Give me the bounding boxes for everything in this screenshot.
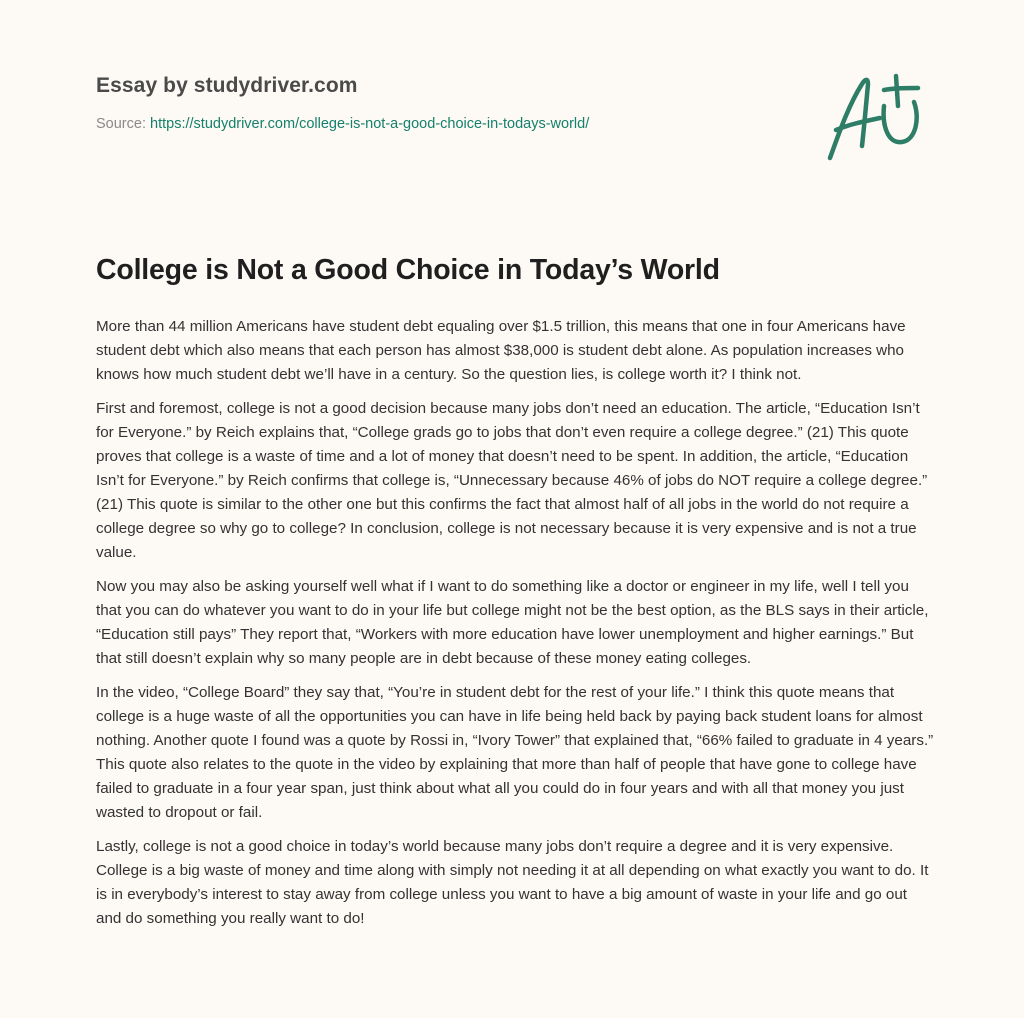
a-plus-logo-icon (818, 66, 928, 166)
header-title: Essay by studydriver.com (96, 74, 358, 97)
source-label: Source: (96, 116, 146, 132)
essay-header (96, 74, 796, 132)
essay-paragraph: In the video, “College Board” they say that, “You’re in student debt for the rest of your life.” I think this quote means that college is a huge waste of all the opportunities you can have in life being held back by paying back student loans for almost nothing. Another quote I found was a quote by Rossi in, “Ivory Tower” that explained that, “66% failed to graduate in 4 years.” This quote also relates to the quote in the video by explaining that more than half of people that have gone to college have failed to graduate in a four year span, just think about what all you could do in four years and with all that money you just wasted to dropout or fail. (96, 684, 934, 821)
essay-title: College is Not a Good Choice in Today’s World (96, 254, 720, 286)
essay-paragraph: More than 44 million Americans have student debt equaling over $1.5 trillion, this means that one in four Americans have student debt which also means that each person has almost $38,000 is student debt alone. As population increases who knows how much student debt we’ll have in a century. So the question lies, is college worth it? I think not. (96, 318, 906, 383)
source-line (96, 116, 796, 132)
essay-paragraph: Lastly, college is not a good choice in today’s world because many jobs don’t require a degree and it is very expensive. College is a big waste of money and time along with simply not needing it at all depending on what exactly you want to do. It is in everybody’s interest to stay away from college unless you want to have a big amount of waste in your life and go out and do something you really want to do! (96, 838, 929, 927)
essay-paragraph: Now you may also be asking yourself well what if I want to do something like a doctor or engineer in my life, well I tell you that you can do whatever you want to do in your life but college might not be the best option, as the BLS says in their article, “Education still pays” They report that, “Workers with more education have lower unemployment and higher earnings.” But that still doesn’t explain why so many people are in debt because of these money eating colleges. (96, 578, 929, 667)
source-link[interactable]: https://studydriver.com/college-is-not-a-good-choice-in-todays-world/ (150, 116, 590, 132)
essay-paragraph: First and foremost, college is not a good decision because many jobs don’t need an education. The article, “Education Isn’t for Everyone.” by Reich explains that, “College grads go to jobs that don’t even require a college degree.” (21) This quote proves that college is a waste of time and a lot of money that doesn’t need to be spent. In addition, the article, “Education Isn’t for Everyone.” by Reich confirms that college is, “Unnecessary because 46% of jobs do NOT require a college degree.” (21) This quote is similar to the other one but this confirms the fact that almost half of all jobs in the world do not require a college degree so why go to college? In conclusion, college is not necessary because it is very expensive and is not a true value. (96, 400, 928, 561)
essay-body (96, 315, 936, 941)
